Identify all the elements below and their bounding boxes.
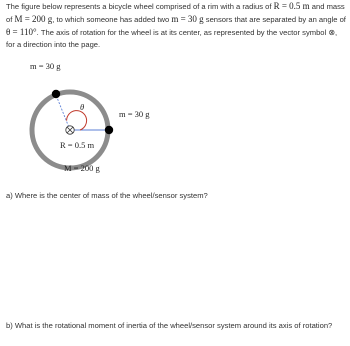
sensor-top-label: m = 30 g xyxy=(30,61,61,71)
radius-equation: R = 0.5 m xyxy=(273,1,310,11)
sensor-right-label: m = 30 g xyxy=(119,109,150,119)
intro-text-4: sensors that are separated by an angle of xyxy=(203,15,346,24)
intro-text-1: The figure below represents a bicycle wheel comprised of a rim with a radius of xyxy=(6,2,274,11)
into-page-symbol: ⊗ xyxy=(328,28,336,37)
intro-text-3: , to which someone has added two xyxy=(52,15,172,24)
intro-text-6: , for a direction into the page. xyxy=(6,28,338,49)
wheel-figure xyxy=(0,56,350,186)
sensor-top xyxy=(52,90,60,98)
angle-equation: θ = 110° xyxy=(6,27,37,37)
intro-text-5: . The axis of rotation for the wheel is at its center, as represented by the vector symbol xyxy=(36,28,329,37)
question-b: b) What is the rotational moment of inertia of the wheel/sensor system around its axis of rotation? xyxy=(6,321,333,330)
question-a: a) Where is the center of mass of the wheel/sensor system? xyxy=(6,191,208,200)
intro-text-2: and mass of xyxy=(6,2,345,24)
theta-label: θ xyxy=(80,102,85,112)
radius-line-top xyxy=(56,95,70,130)
sensor-mass-equation: m = 30 g xyxy=(171,14,204,24)
sensor-right xyxy=(105,126,113,134)
problem-intro xyxy=(6,0,346,51)
mass-equation: M = 200 g xyxy=(14,14,53,24)
mass-label: M = 200 g xyxy=(64,163,100,173)
radius-label: R = 0.5 m xyxy=(60,140,95,150)
